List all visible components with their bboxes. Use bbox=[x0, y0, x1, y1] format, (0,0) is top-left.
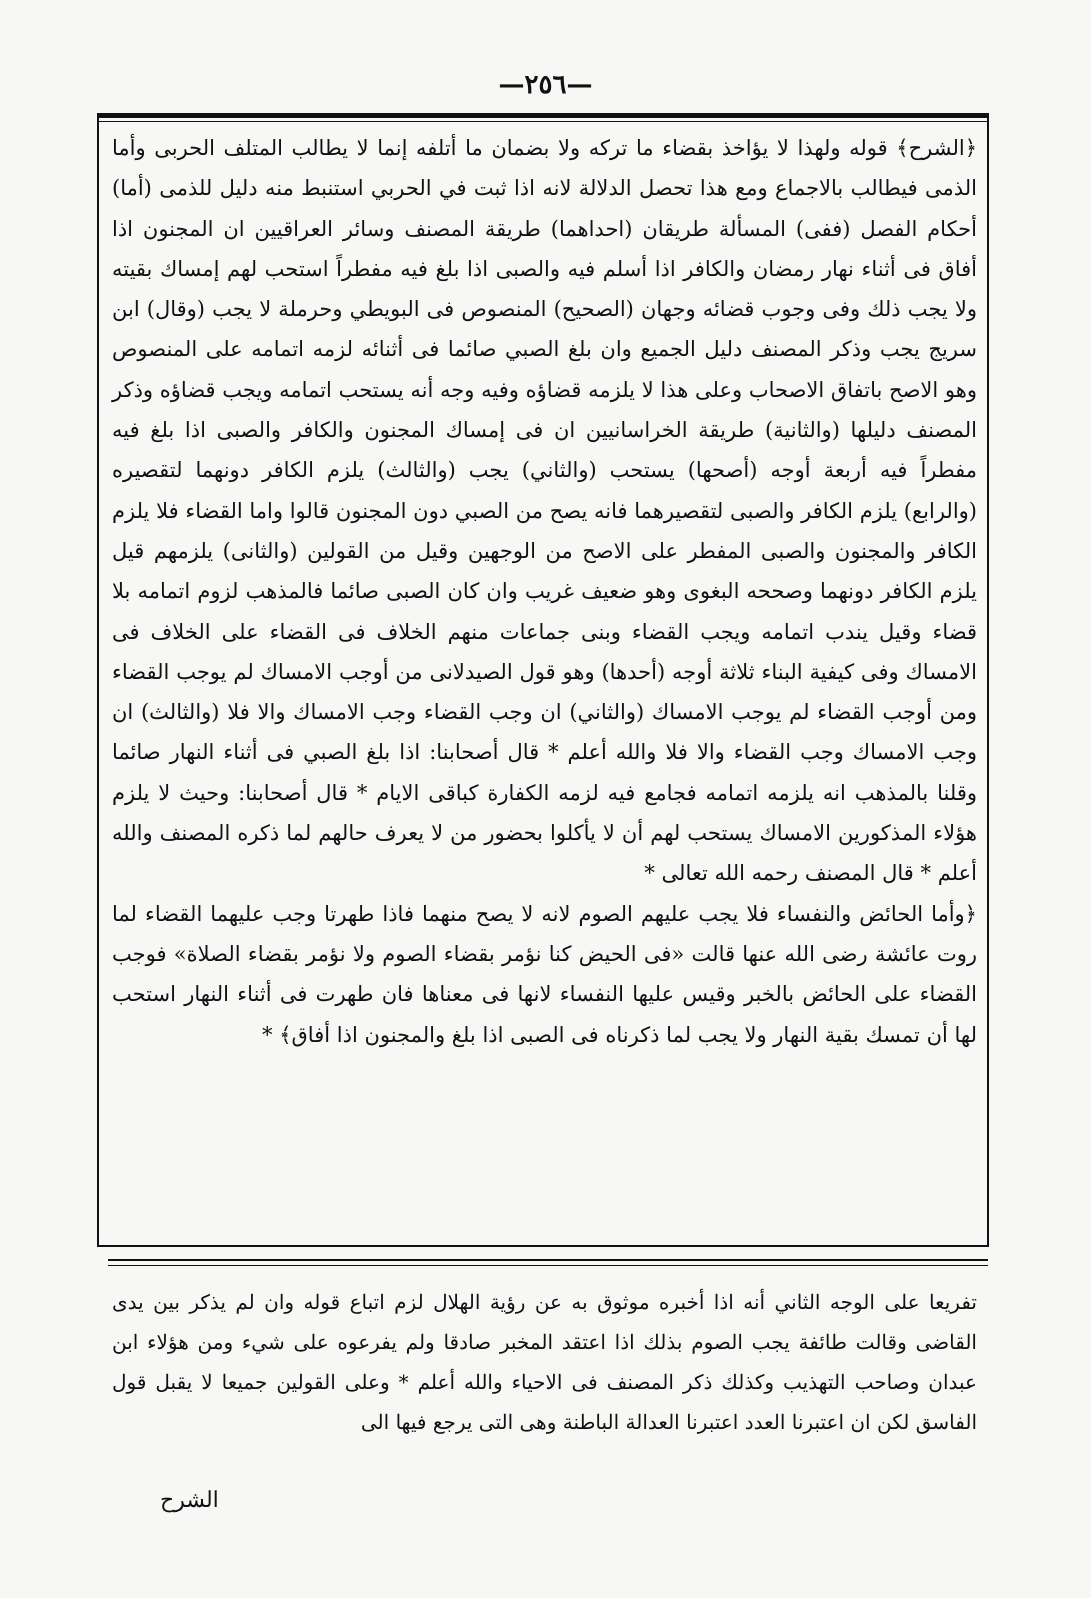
page-number: —٢٥٦— bbox=[498, 70, 593, 100]
footnote-divider bbox=[108, 1259, 988, 1269]
frame-double-rule bbox=[99, 121, 987, 122]
matn-paragraph: ﴿وأما الحائض والنفساء فلا يجب عليهم الصوم لانه لا يصح منهما فاذا طهرتا وجب عليهما القضاء لما روت عائشة رضى الله عنها قالت «فى الحيض كنا نؤمر بقضاء الصوم ولا نؤمر بقضاء الصلاة» فوجب القضاء على الحائض بالخبر وقيس عليها النفساء لانها فى معناها فان طهرت فى أثناء النهار استحب لها أن تمسك بقية النهار ولا يجب لما ذكرناه فى الصبى اذا بلغ والمجنون اذا أفاق﴾ * bbox=[112, 901, 977, 1047]
main-commentary-text bbox=[112, 128, 977, 1055]
catchword: الشرح bbox=[160, 1488, 219, 1513]
footnote-text: تفريعا على الوجه الثاني أنه اذا أخبره موثوق به عن رؤية الهلال لزم اتباع قوله وان لم يذكر بين يدى القاضى وقالت طائفة يجب الصوم بذلك اذا اعتقد المخبر صادقا ولم يفرعوه على شيء ومن هؤلاء ابن عبدان وصاحب التهذيب وكذلك ذكر المصنف فى الاحياء والله أعلم * وعلى القولين جميعا لا يقبل قول الفاسق لكن ان اعتبرنا العدد اعتبرنا العدالة الباطنة وهى التى يرجع فيها الى bbox=[112, 1290, 977, 1434]
commentary-paragraph: ﴿الشرح﴾ قوله ولهذا لا يؤاخذ بقضاء ما تركه ولا بضمان ما أتلفه إنما لا يطالب المتلف الحربى وأما الذمى فيطالب بالاجماع ومع هذا تحصل الدلالة لانه اذا ثبت في الحربي استنبط منه دليل للذمى (أما) أحكام الفصل (ففى) المسألة طريقان (احداهما) طريقة المصنف وسائر العراقيين ان المجنون اذا أفاق فى أثناء نهار رمضان والكافر اذا أسلم فيه والصبى اذا بلغ فيه مفطراً استحب لهم إمساك بقيته ولا يجب ذلك وفى وجوب قضائه وجهان (الصحيح) المنصوص فى البويطي وحرملة لا يجب (وقال) ابن سريج يجب وذكر المصنف دليل الجميع وان بلغ الصبي صائما فى أثنائه لزمه اتمامه على المنصوص وهو الاصح باتفاق الاصحاب وعلى هذا لا يلزمه قضاؤه وفيه وجه أنه يستحب اتمامه ويجب قضاؤه وذكر المصنف دليلها (والثانية) طريقة الخراسانيين ان فى إمساك المجنون والكافر والصبى اذا بلغ فيه مفطراً فيه أربعة أوجه (أصحها) يستحب (والثاني) يجب (والثالث) يلزم الكافر دونهما لتقصيره (والرابع) يلزم الكافر والصبى لتقصيرهما فانه يصح من الصبي دون المجنون قالوا واما القضاء فلا يلزم الكافر والمجنون والصبى المفطر على الاصح من الوجهين وقيل من القولين (والثانى) يلزمهم قيل يلزم الكافر دونهما وصححه البغوى وهو ضعيف غريب وان كان الصبى صائما فالمذهب لزوم اتمامه بلا قضاء وقيل يندب اتمامه ويجب القضاء وبنى جماعات منهم الخلاف فى القضاء على الخلاف فى الامساك وفى كيفية البناء ثلاثة أوجه (أحدها) وهو قول الصيدلانى من أوجب الامساك لم يوجب القضاء ومن أوجب القضاء لم يوجب الامساك (والثاني) ان وجب القضاء وجب الامساك والا فلا (والثالث) ان وجب الامساك وجب القضاء والا فلا والله أعلم * قال أصحابنا: اذا بلغ الصبي فى أثناء النهار صائما وقلنا بالمذهب انه يلزمه اتمامه فجامع فيه لزمه الكفارة كباقى الايام * قال أصحابنا: وحيث لا يلزم هؤلاء المذكورين الامساك يستحب لهم أن لا يأكلوا بحضور من لا يعرف حالهم لما ذكره المصنف والله أعلم * قال المصنف رحمه الله تعالى * bbox=[112, 136, 977, 886]
